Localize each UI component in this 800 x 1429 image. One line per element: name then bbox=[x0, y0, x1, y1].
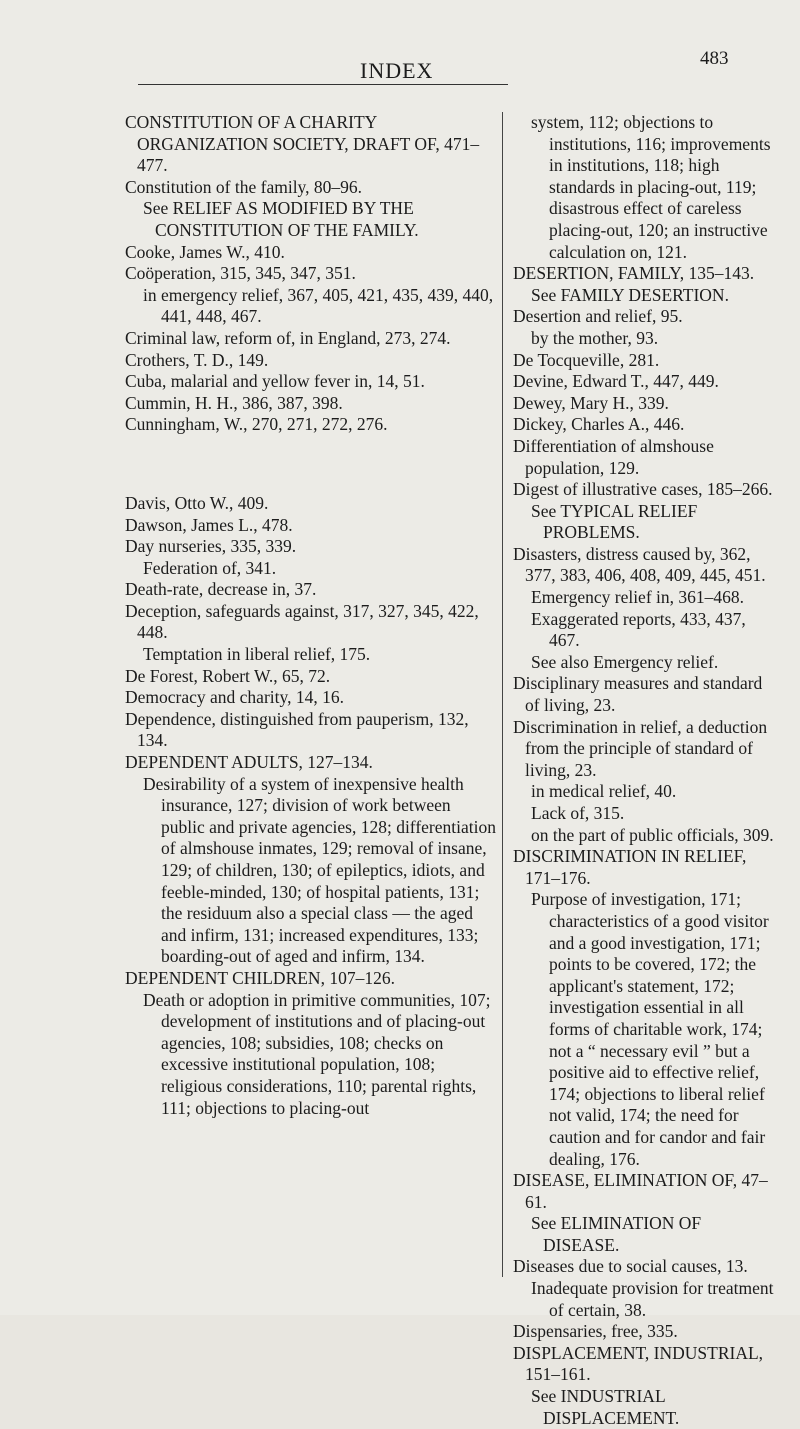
index-entry: Dependence, distinguished from pauperism, 132, 134. bbox=[125, 708, 469, 751]
column-divider bbox=[502, 112, 503, 1277]
index-see: See FAMILY DESERTION. bbox=[531, 284, 729, 305]
index-see: See INDUSTRIAL DISPLACEMENT. bbox=[531, 1386, 680, 1428]
index-entry: Desertion and relief, 95. bbox=[513, 306, 683, 327]
index-entry: Dewey, Mary H., 339. bbox=[513, 392, 669, 413]
index-sub: Temptation in liberal relief, 175. bbox=[143, 644, 371, 665]
index-see: See ELIMINATION OF DISEASE. bbox=[531, 1213, 702, 1255]
index-entry: Cunningham, W., 270, 271, 272, 276. bbox=[125, 414, 388, 435]
index-entry: Dawson, James L., 478. bbox=[125, 514, 293, 535]
index-entry: Cummin, H. H., 386, 387, 398. bbox=[125, 392, 343, 413]
index-sub: Death or adoption in primitive communities, 107; development of institutions and of placing-out agencies, 108; subsidies, 108; checks on excessive institutional population, 108; religious considerations, 110; parental rights, 111; objections to placing-out bbox=[143, 989, 491, 1118]
letter-section-gap bbox=[125, 453, 497, 475]
page-number: 483 bbox=[700, 48, 729, 69]
index-sub: Lack of, 315. bbox=[531, 803, 625, 823]
index-column-left bbox=[125, 112, 497, 1119]
index-entry: Coöperation, 315, 345, 347, 351. bbox=[125, 263, 356, 284]
index-column-right bbox=[513, 112, 775, 1429]
index-entry: Disciplinary measures and standard of living, 23. bbox=[513, 673, 763, 716]
index-sub: Exaggerated reports, 433, 437, 467. bbox=[531, 608, 746, 651]
index-sub: Federation of, 341. bbox=[143, 557, 277, 578]
index-entry: Day nurseries, 335, 339. bbox=[125, 536, 297, 557]
index-entry: Differentiation of almshouse population, 129. bbox=[513, 435, 714, 478]
index-sub: Inadequate provision for treatment of certain, 38. bbox=[531, 1278, 774, 1320]
index-entry: Discrimination in relief, a deduction from the principle of standard of living, 23. bbox=[513, 716, 768, 780]
index-entry: Democracy and charity, 14, 16. bbox=[125, 687, 344, 708]
index-sub: Desirability of a system of inexpensive health insurance, 127; division of work between public and private agencies, 128; differentiation of almshouse inmates, 129; removal of insane, 129; of children, 130; of epileptics, idiots, and feeble-minded, 130; of hospital patients, 131; the residuum also a special class — the aged and infirm, 131; increased expenditures, 133; boarding-out of aged and infirm, 134. bbox=[143, 773, 496, 967]
index-entry: Devine, Edward T., 447, 449. bbox=[513, 371, 719, 392]
index-see: See RELIEF AS MODIFIED BY THE CONSTITUTION OF THE FAMILY. bbox=[143, 198, 419, 240]
index-entry: Dickey, Charles A., 446. bbox=[513, 414, 685, 435]
index-sub: on the part of public officials, 309. bbox=[531, 824, 774, 845]
index-entry: DESERTION, FAMILY, 135–143. bbox=[513, 263, 755, 284]
index-entry: DEPENDENT CHILDREN, 107–126. bbox=[125, 967, 395, 988]
index-entry: Davis, Otto W., 409. bbox=[125, 492, 269, 513]
index-entry: Cuba, malarial and yellow fever in, 14, 51. bbox=[125, 371, 425, 392]
index-entry: De Tocqueville, 281. bbox=[513, 349, 660, 370]
index-sub: in emergency relief, 367, 405, 421, 435, 439, 440, 441, 448, 467. bbox=[143, 284, 494, 327]
index-sub: Emergency relief in, 361–468. bbox=[531, 587, 745, 608]
index-sub: system, 112; objections to institutions, 116; improvements in institutions, 118; high standards in placing-out, 119; disastrous effect of careless placing-out, 120; an instructive calculation on, 121. bbox=[531, 112, 771, 262]
index-entry: Death-rate, decrease in, 37. bbox=[125, 579, 317, 600]
index-entry: DISPLACEMENT, INDUSTRIAL, 151–161. bbox=[513, 1342, 764, 1385]
index-entry: Diseases due to social causes, 13. bbox=[513, 1256, 748, 1277]
header-rule bbox=[138, 84, 508, 85]
index-entry: DISEASE, ELIMINATION OF, 47–61. bbox=[513, 1170, 768, 1212]
index-entry: DEPENDENT ADULTS, 127–134. bbox=[125, 752, 373, 773]
index-entry: Dispensaries, free, 335. bbox=[513, 1321, 678, 1342]
index-entry: De Forest, Robert W., 65, 72. bbox=[125, 665, 331, 686]
index-sub: Purpose of investigation, 171; characteristics of a good visitor and a good investigation, 171; points to be covered, 172; the applicant's statement, 172; investigation essential in all forms of charitable work, 174; not a “ necessary evil ” but a positive aid to effective relief, 174; objections to liberal relief not valid, 174; the need for caution and for candor and fair dealing, 176. bbox=[531, 889, 769, 1169]
index-entry: Digest of illustrative cases, 185–266. bbox=[513, 479, 773, 500]
index-entry: Constitution of the family, 80–96. bbox=[125, 176, 363, 197]
index-sub: See also Emergency relief. bbox=[531, 651, 719, 672]
index-sub: in medical relief, 40. bbox=[531, 781, 677, 802]
index-entry: CONSTITUTION OF A CHARITY ORGANIZATION SOCIETY, DRAFT OF, 471–477. bbox=[125, 112, 480, 176]
index-entry: Disasters, distress caused by, 362, 377, 383, 406, 408, 409, 445, 451. bbox=[513, 543, 766, 586]
index-entry: Cooke, James W., 410. bbox=[125, 241, 285, 262]
index-sub: by the mother, 93. bbox=[531, 327, 659, 348]
index-entry: Crothers, T. D., 149. bbox=[125, 349, 269, 370]
page-header-title: INDEX bbox=[360, 58, 434, 83]
index-entry: DISCRIMINATION IN RELIEF, 171–176. bbox=[513, 846, 747, 888]
index-see: See TYPICAL RELIEF PROBLEMS. bbox=[531, 500, 698, 543]
index-entry: Criminal law, reform of, in England, 273, 274. bbox=[125, 327, 451, 348]
index-entry: Deception, safeguards against, 317, 327, 345, 422, 448. bbox=[125, 600, 479, 643]
